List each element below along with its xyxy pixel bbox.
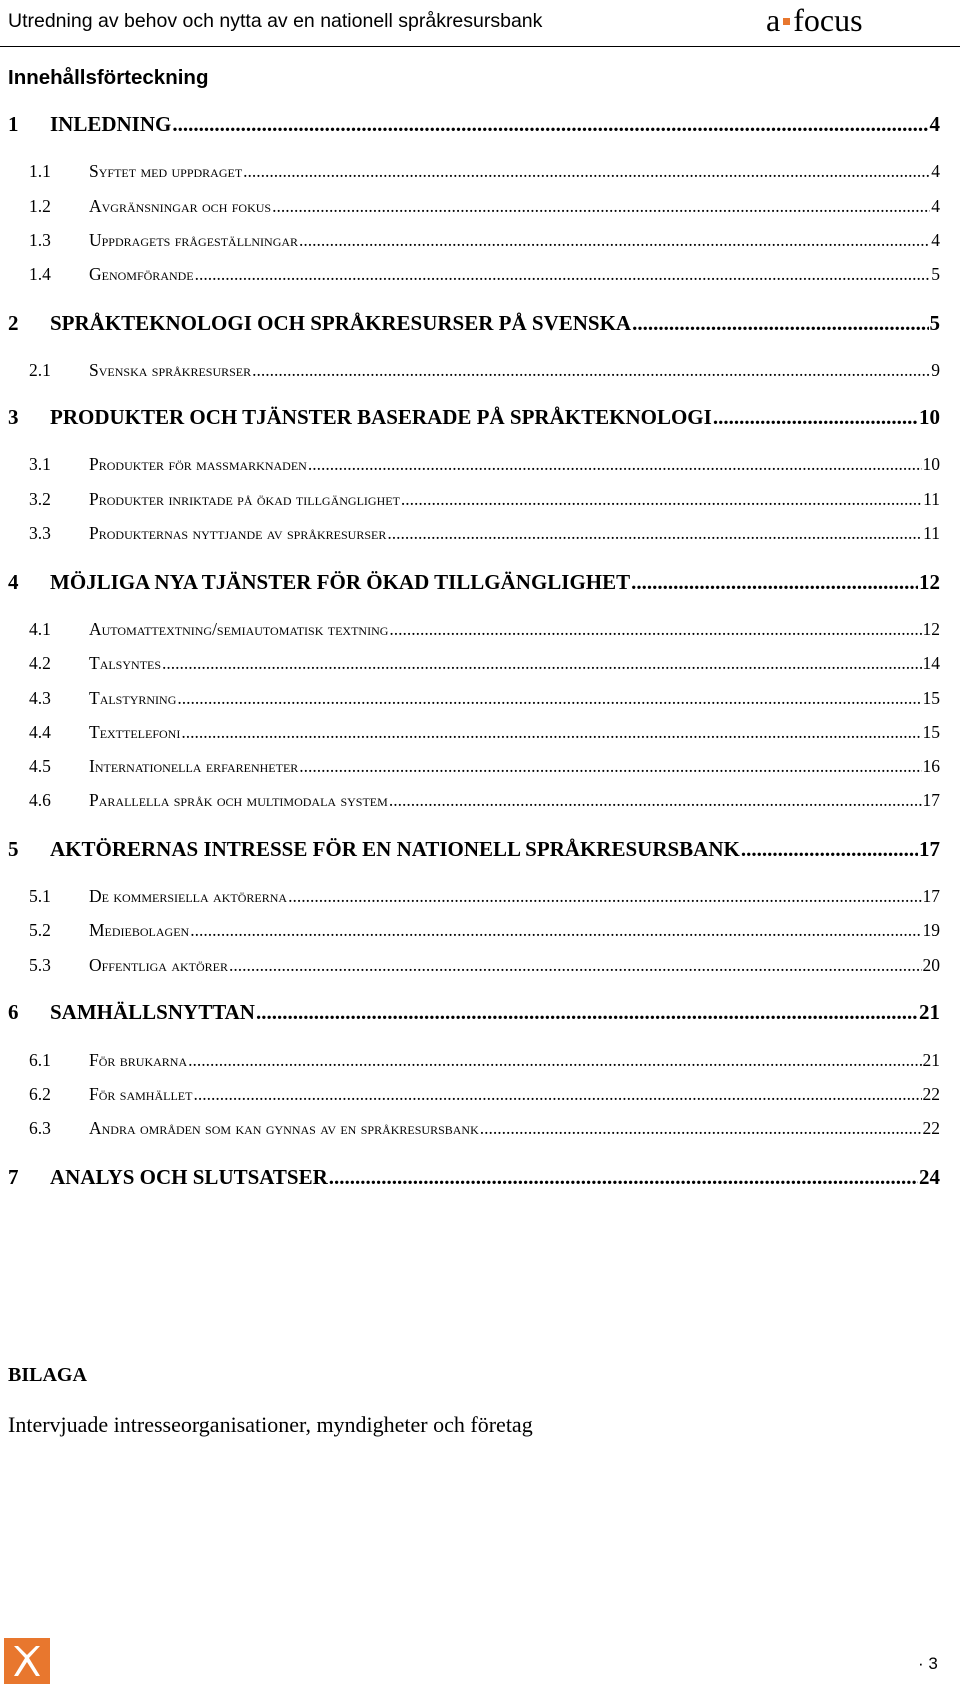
appendix-text: Intervjuade intresseorganisationer, myndigheter och företag [8, 1412, 533, 1437]
toc-entry[interactable]: 7 ANALYS OCH SLUTSATSER ..... 24 [8, 1165, 940, 1191]
toc-entry[interactable]: 3 PRODUKTER OCH TJÄNSTER BASERADE PÅ SPRÅKTEKNOLOGI ..... 10 [8, 405, 940, 431]
appendix-heading: BILAGA [8, 1364, 87, 1386]
toc-entry[interactable]: 6.1 För brukarna ..... 21 [29, 1050, 940, 1072]
toc-entry[interactable]: 1.3 Uppdragets frågeställningar ..... 4 [29, 230, 940, 252]
page-number: · 3 [918, 1654, 938, 1673]
toc-entry[interactable]: 6.2 För samhället ..... 22 [29, 1084, 940, 1106]
toc-entry[interactable]: 4.3 Talstyrning ..... 15 [29, 688, 940, 710]
document-title: Utredning av behov och nytta av en nationell språkresursbank [8, 10, 543, 32]
toc-entry[interactable]: 5 AKTÖRERNAS INTRESSE FÖR EN NATIONELL SPRÅKRESURSBANK ..... 17 [8, 837, 940, 863]
toc-entry[interactable]: 3.1 Produkter för massmarknaden ..... 10 [29, 454, 940, 476]
toc-entry[interactable]: 1.4 Genomförande ..... 5 [29, 264, 940, 286]
toc-entry[interactable]: 6 SAMHÄLLSNYTTAN ..... 21 [8, 1000, 940, 1026]
toc-heading: Innehållsförteckning [8, 66, 209, 89]
toc-entry[interactable]: 5.2 Mediebolagen ..... 19 [29, 920, 940, 942]
toc-entry[interactable]: 2 SPRÅKTEKNOLOGI OCH SPRÅKRESURSER PÅ SVENSKA ..... 5 [8, 311, 940, 337]
toc-entry[interactable]: 2.1 Svenska språkresurser ..... 9 [29, 360, 940, 382]
toc-entry[interactable]: 4 MÖJLIGA NYA TJÄNSTER FÖR ÖKAD TILLGÄNGLIGHET ..... 12 [8, 570, 940, 596]
toc-entry[interactable]: 3.3 Produkternas nyttjande av språkresurser ..... 11 [29, 523, 940, 545]
afocus-footer-logo-icon [4, 1638, 50, 1684]
toc-entry[interactable]: 4.5 Internationella erfarenheter ..... 16 [29, 756, 940, 778]
toc-entry[interactable]: 1.1 Syftet med uppdraget ..... 4 [29, 161, 940, 183]
toc-entry[interactable]: 6.3 Andra områden som kan gynnas av en språkresursbank ..... 22 [29, 1118, 940, 1140]
toc-entry[interactable]: 4.1 Automattextning/semiautomatisk textning ..... 12 [29, 619, 940, 641]
toc-entry[interactable]: 5.3 Offentliga aktörer ..... 20 [29, 955, 940, 977]
toc-entry[interactable]: 4.2 Talsyntes ..... 14 [29, 653, 940, 675]
page-header [0, 0, 960, 47]
afocus-logo: a focus [766, 2, 863, 38]
toc-entry[interactable]: 1.2 Avgränsningar och fokus ..... 4 [29, 196, 940, 218]
toc-entry[interactable]: 1 INLEDNING ..... 4 [8, 112, 940, 138]
toc-entry[interactable]: 5.1 De kommersiella aktörerna ..... 17 [29, 886, 940, 908]
toc-entry[interactable]: 3.2 Produkter inriktade på ökad tillgänglighet ..... 11 [29, 489, 940, 511]
toc-entry[interactable]: 4.4 Texttelefoni ..... 15 [29, 722, 940, 744]
logo-dot-icon [783, 18, 790, 25]
toc-entry[interactable]: 4.6 Parallella språk och multimodala system ..... 17 [29, 790, 940, 812]
